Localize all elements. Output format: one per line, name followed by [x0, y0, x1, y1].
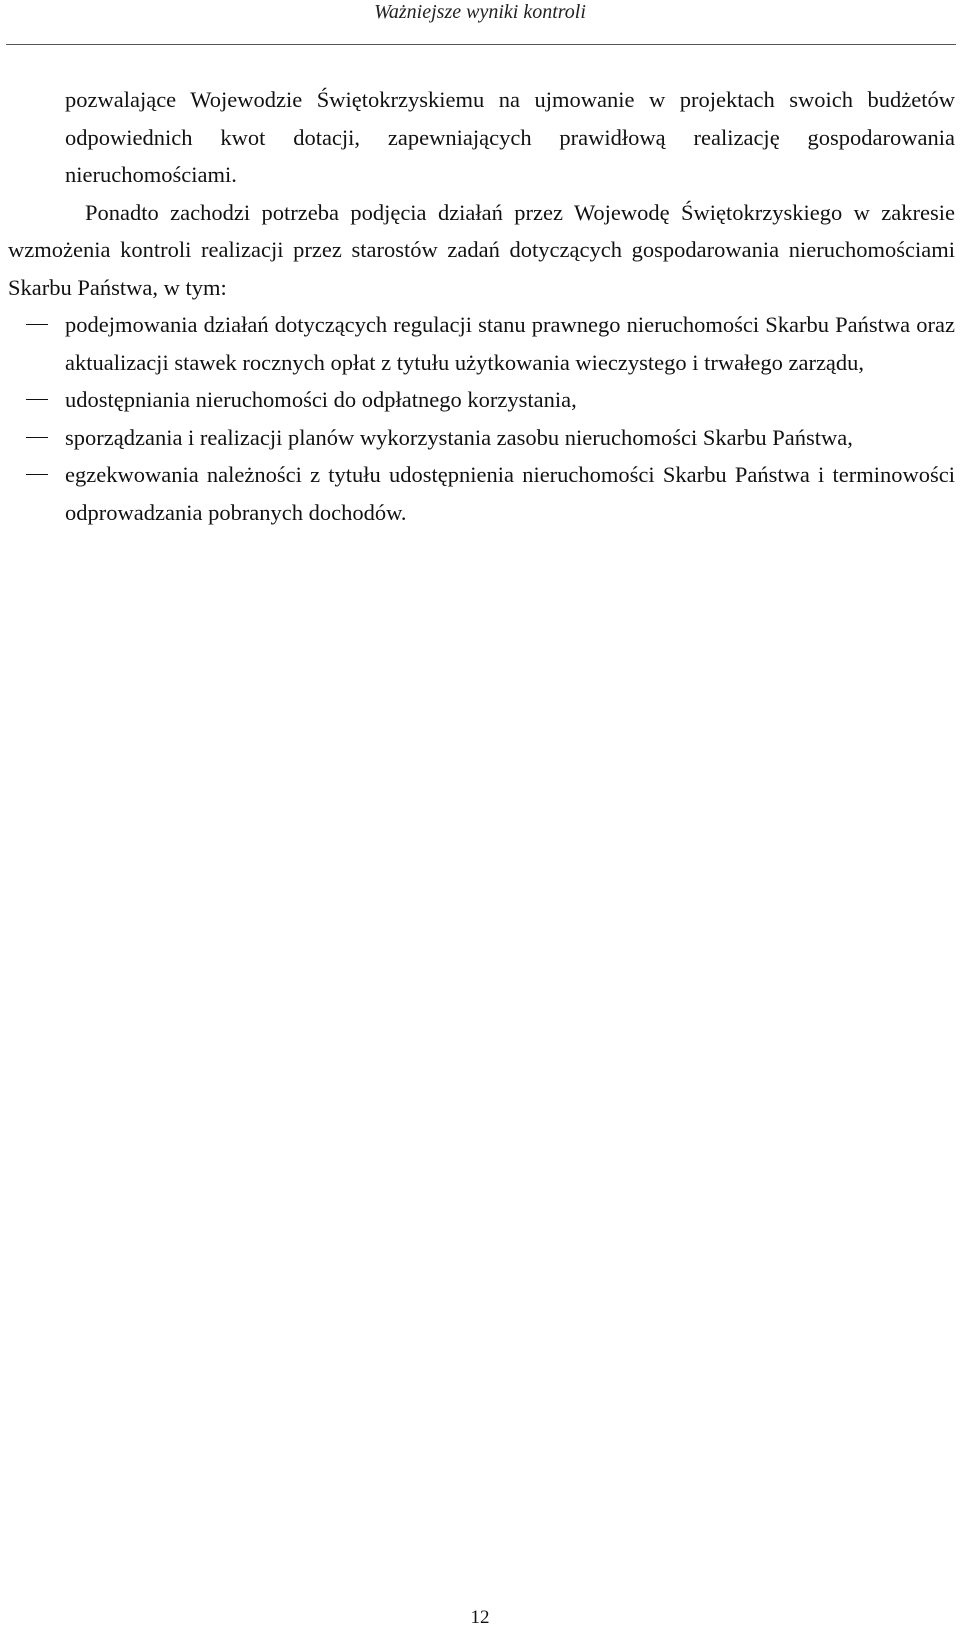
list-item-text: sporządzania i realizacji planów wykorzystania zasobu nieruchomości Skarbu Państwa,	[65, 424, 853, 450]
dash-list	[8, 306, 955, 531]
page-number: 12	[470, 1607, 490, 1628]
list-item	[8, 306, 955, 381]
dash-bullet-icon	[26, 324, 48, 325]
body-text	[8, 81, 955, 531]
paragraph-continued: pozwalające Wojewodzie Świętokrzyskiemu na ujmowanie w projektach swoich budżetów odpowiednich kwot dotacji, zapewniających prawidłową realizację gospodarowania nieruchomościami.	[65, 87, 955, 187]
list-item	[8, 456, 955, 531]
dash-bullet-icon	[26, 437, 48, 438]
list-item-text: egzekwowania należności z tytułu udostępnienia nieruchomości Skarbu Państwa i terminowości odprowadzania pobranych dochodów.	[65, 462, 955, 525]
paragraph-main: Ponadto zachodzi potrzeba podjęcia działań przez Wojewodę Świętokrzyskiego w zakresie wzmożenia kontroli realizacji przez starostów zadań dotyczących gospodarowania nieruchomościami Skarbu Państwa, w tym:	[8, 199, 955, 300]
dash-bullet-icon	[26, 474, 48, 475]
list-item	[8, 381, 955, 419]
header-divider	[6, 44, 956, 45]
list-item-text: udostępniania nieruchomości do odpłatnego korzystania,	[65, 387, 577, 412]
dash-bullet-icon	[26, 399, 48, 400]
list-item-text: podejmowania działań dotyczących regulacji stanu prawnego nieruchomości Skarbu Państwa oraz aktualizacji stawek rocznych opłat z tytułu użytkowania wieczystego i trwałego zarządu,	[65, 312, 955, 375]
running-header: Ważniejsze wyniki kontroli	[374, 1, 586, 23]
list-item	[8, 419, 955, 457]
